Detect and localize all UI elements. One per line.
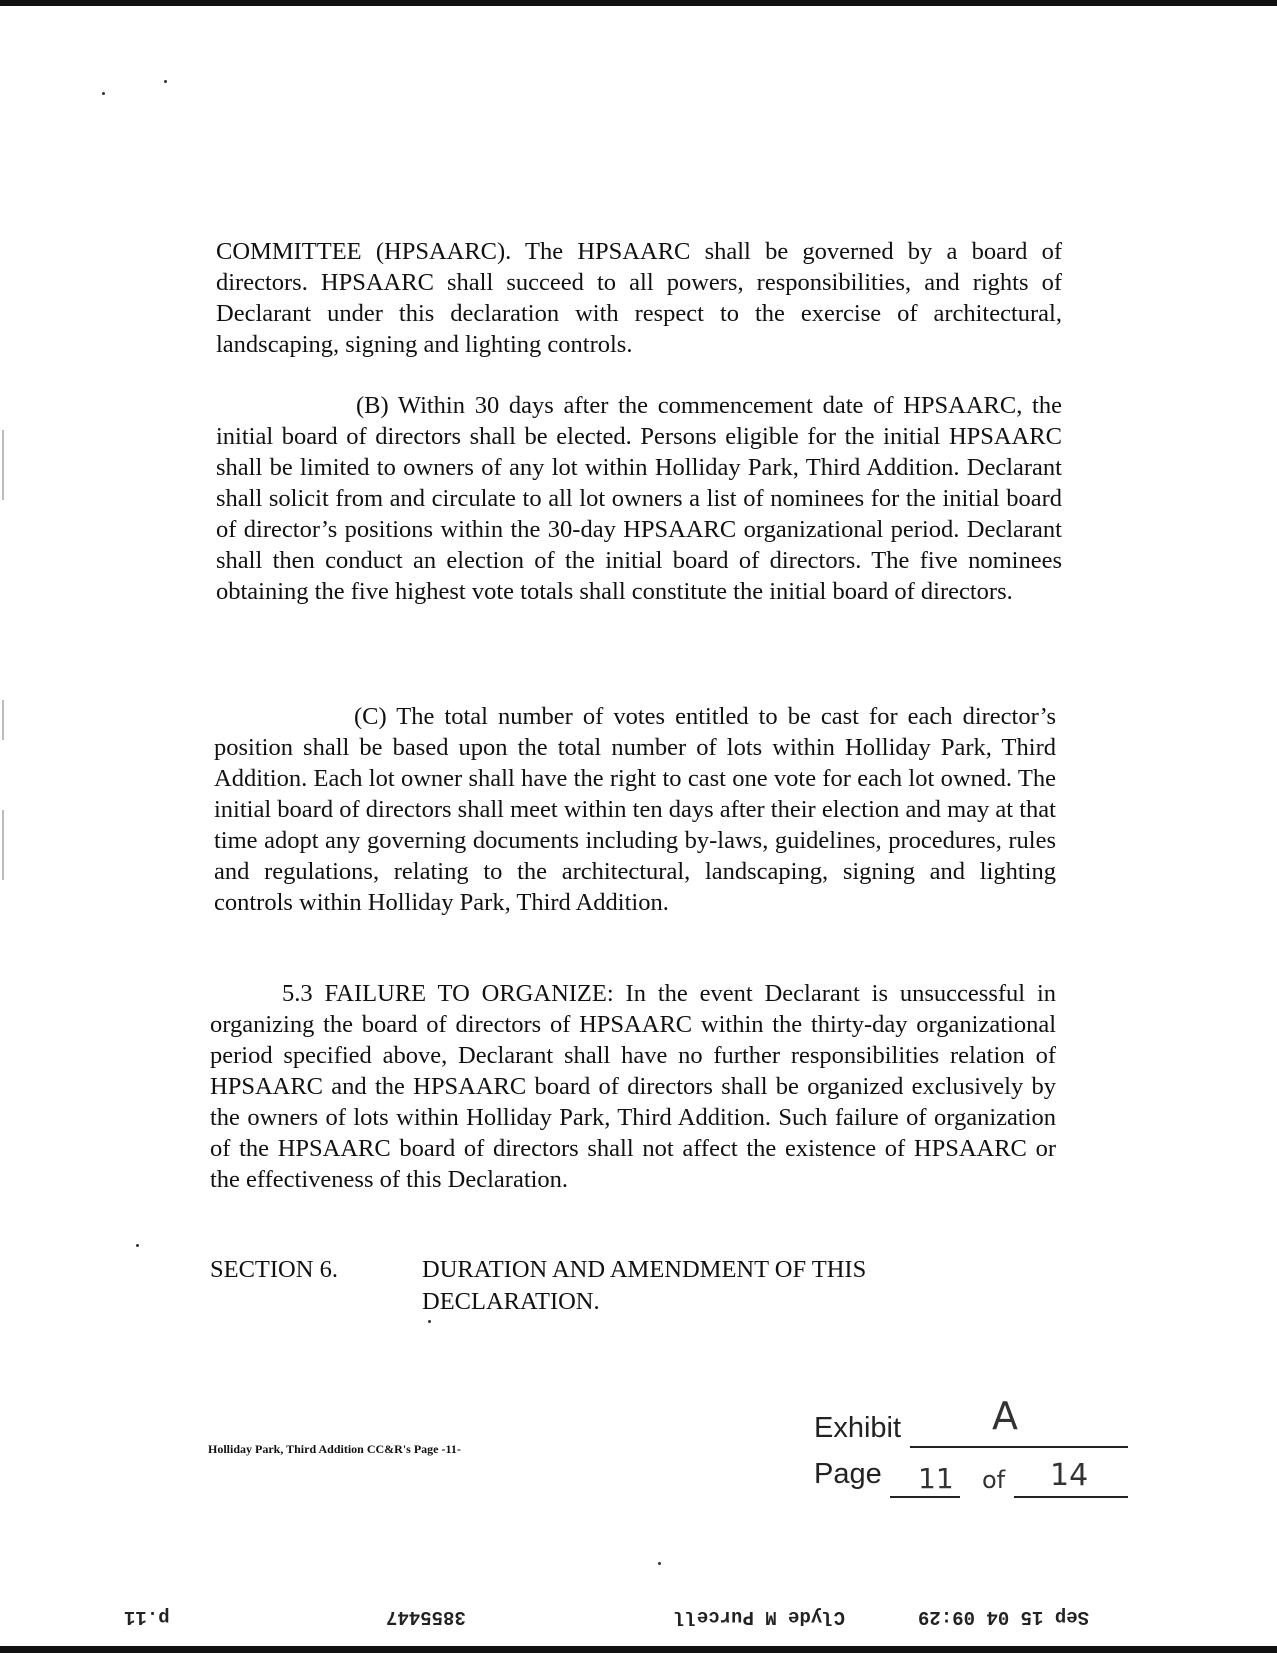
exhibit-letter-handwritten: A [992, 1394, 1018, 1438]
scan-edge-mark [2, 700, 4, 740]
paragraph-5-3-failure-to-organize: 5.3 FAILURE TO ORGANIZE: In the event Declarant is unsuccessful in organizing the board of directors of HPSAARC within the thirty-day organizational period specified above, Declarant shall have no further responsibilities relation of HPSAARC and the HPSAARC board of directors shall be organized exclusively by the owners of lots within Holliday Park, Third Addition. Such failure of organization of the HPSAARC board of directors shall not affect the existence of HPSAARC or the effectiveness of this Declaration. [210, 980, 1056, 1193]
fax-header-sender: Clyde M Purcell [674, 1606, 846, 1628]
fax-header-date-time: Sep 15 04 09:29 [918, 1606, 1090, 1628]
page-number-handwritten: 11 [918, 1462, 954, 1495]
scan-speck [658, 1562, 661, 1565]
paragraph-committee-continuation: COMMITTEE (HPSAARC). The HPSAARC shall be governed by a board of directors. HPSAARC shall succeed to all powers, responsibilities, and rights of Declarant under this declaration with respect to the exercise of architectural, landscaping, signing and lighting controls. [216, 238, 1062, 358]
fax-header-page: p.11 [124, 1606, 170, 1628]
page-total-underline [1014, 1496, 1128, 1498]
page-number-underline [890, 1496, 960, 1498]
scan-speck [102, 92, 105, 95]
paragraph-c-votes-per-lot: (C) The total number of votes entitled to be cast for each director’s position shall be based upon the total number of lots within Holliday Park, Third Addition. Each lot owner shall have the right to cast one vote for each lot owned. The initial board of directors shall meet within ten days after their election and may at that time adopt any governing documents including by-laws, guidelines, procedures, rules and regulations, relating to the architectural, landscaping, signing and lighting controls within Holliday Park, Third Addition. [214, 703, 1056, 916]
page-of-handwritten: of [982, 1466, 1006, 1494]
exhibit-label: Exhibit [814, 1412, 902, 1444]
page-label: Page [814, 1458, 882, 1490]
paragraph-b-initial-board-election: (B) Within 30 days after the commencement date of HPSAARC, the initial board of directors shall be elected. Persons eligible for the initial HPSAARC shall be limited to owners of any lot within Holliday Park, Third Addition. Declarant shall solicit from and circulate to all lot owners a list of nominees for the initial board of director’s positions within the 30-day HPSAARC organizational period. Declarant shall then conduct an election of the initial board of directors. The five nominees obtaining the five highest vote totals shall constitute the initial board of directors. [216, 392, 1062, 605]
scan-edge-mark [2, 430, 4, 500]
footer-page-reference: Holliday Park, Third Addition CC&R's Page -11- [208, 1442, 461, 1456]
scan-edge-mark [2, 810, 4, 880]
exhibit-row [814, 1412, 901, 1445]
section-6-label: SECTION 6. [210, 1256, 338, 1283]
scan-speck [428, 1320, 431, 1323]
page-total-handwritten: 14 [1050, 1458, 1089, 1493]
exhibit-stamp [814, 1394, 1134, 1524]
section-6-title: DURATION AND AMENDMENT OF THIS DECLARATION. [422, 1256, 867, 1315]
page-row [814, 1458, 882, 1491]
scan-speck [164, 80, 167, 83]
scan-speck [136, 1244, 139, 1247]
exhibit-underline [910, 1446, 1128, 1448]
scan-bottom-border [0, 1646, 1277, 1653]
fax-header-number: 3855447 [386, 1606, 466, 1628]
scan-top-border [0, 0, 1277, 6]
